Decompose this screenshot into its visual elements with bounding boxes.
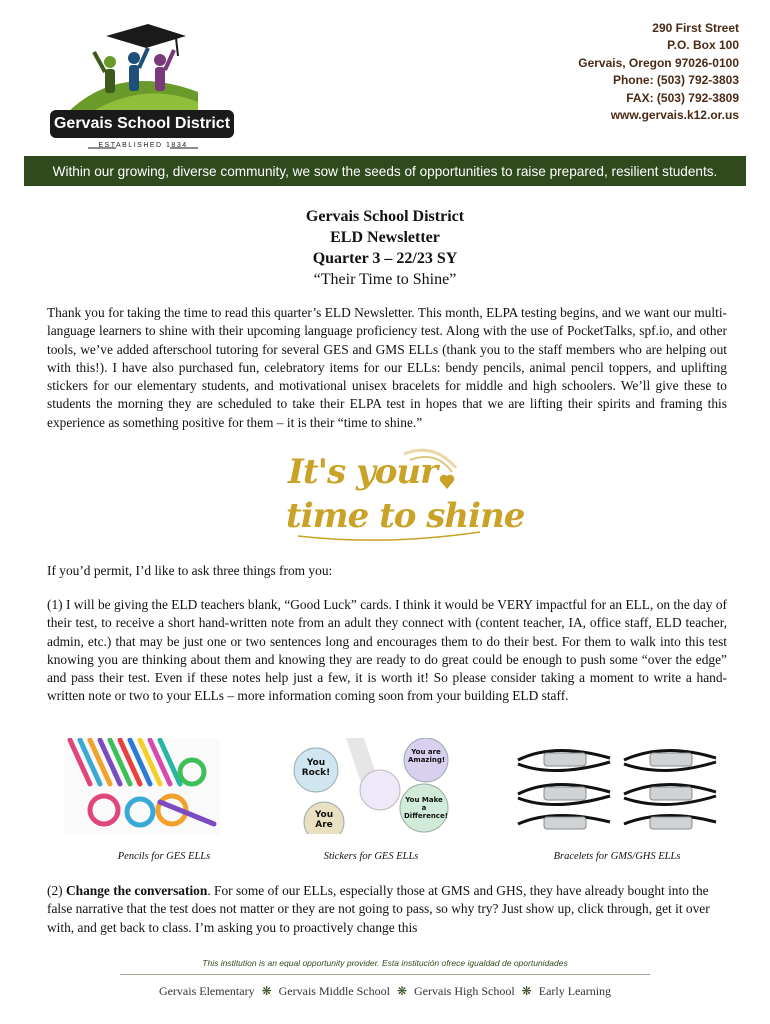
stickers-caption: Stickers for GES ELLs — [323, 851, 419, 862]
school-high: Gervais High School — [414, 984, 515, 998]
bracelets-caption: Bracelets for GMS/GHS ELLs — [553, 851, 681, 862]
address-website[interactable]: www.gervais.k12.or.us — [610, 108, 739, 123]
stickers-photo — [288, 738, 454, 834]
leaf-separator-icon: ❋ — [521, 984, 532, 998]
title-newsletter: ELD Newsletter — [330, 229, 440, 246]
address-phone: Phone: (503) 792-3803 — [612, 73, 739, 88]
address-block — [578, 20, 739, 124]
address-city: Gervais, Oregon 97026-0100 — [578, 55, 739, 70]
school-elementary: Gervais Elementary — [158, 984, 255, 998]
address-fax: FAX: (503) 792-3809 — [626, 90, 739, 105]
item-2-heading: Change the conversation — [65, 883, 208, 898]
footer-divider — [120, 974, 650, 975]
title-theme: “Their Time to Shine” — [313, 271, 457, 288]
mission-text: Within our growing, diverse community, we sow the seeds of opportunities to raise prepared, resilient students. — [52, 163, 718, 179]
intro-paragraph: Thank you for taking the time to read this quarter’s ELD Newsletter. This month, ELPA testing begins, and we want our multi-language learners to shine with their upcoming language proficiency test. Along with the use of PocketTalks, spf.io, and other tools, we’ve added afterschool tutoring for several GES and GMS ELLs (thank you to the staff members who are helping out with this!). I have also purchased fun, celebratory items for our ELLs: bendy pencils, animal pencil toppers, and uplifting stickers for our elementary students, and motivational unisex bracelets for middle and high schoolers. We’ll give these to students the morning they are scheduled to take their ELPA test in hopes that we are lifting their spirits and framing this experience as something positive for them – it is their “time to shine.” — [47, 305, 727, 430]
sticker-you-rock: You Rock! — [301, 758, 331, 778]
leaf-separator-icon: ❋ — [396, 984, 408, 998]
sticker-you-make-a-difference: You Make a Difference! — [404, 796, 448, 820]
logo-established: ESTABLISHED 1834 — [98, 142, 188, 149]
school-early-learning: Early Learning — [538, 984, 612, 998]
bracelets-photo — [514, 738, 720, 834]
address-po-box: P.O. Box 100 — [667, 38, 739, 53]
logo-district-name: Gervais School District — [53, 115, 231, 132]
sticker-you-are: You Are — [314, 810, 334, 830]
district-logo — [48, 22, 238, 162]
title-district: Gervais School District — [305, 208, 465, 225]
pencils-photo — [64, 738, 220, 834]
newsletter-title — [0, 206, 770, 290]
item-2-text: . For some of our ELLs, especially those at GMS and GHS, they have already bought into the false narrative that the test does not matter or they are not going to pass, so why try? Just show up, click through, get it over with, and get back to class. I’m asking you to proactively change this — [47, 883, 710, 935]
leaf-separator-icon: ❋ — [261, 984, 272, 998]
pencils-caption: Pencils for GES ELLs — [117, 851, 211, 862]
sticker-you-are-amazing: You are Amazing! — [408, 748, 446, 764]
school-middle: Gervais Middle School — [278, 984, 390, 998]
schools-list — [0, 984, 770, 999]
mission-banner — [24, 156, 746, 186]
equal-opportunity-note: This institution is an equal opportunity provider. Esta institución ofrece igualdad de oportunidades — [202, 958, 568, 968]
shine-line-2: time to shine — [286, 496, 525, 536]
item-2-number: (2) — [47, 883, 66, 898]
title-quarter: Quarter 3 – 22/23 SY — [312, 250, 458, 267]
time-to-shine-graphic — [284, 446, 525, 546]
shine-line-1: It's your — [288, 452, 438, 492]
item-1-paragraph: (1) I will be giving the ELD teachers blank, “Good Luck” cards. I think it would be VERY impactful for an ELL, on the day of their test, to receive a short hand-written note from an adult they connect with (content teacher, IA, office staff, ELD teacher, admin, etc.) that may be just one or two sentences long and encourages them to do their best. For them to walk into this test knowing you are thinking about them and knowing they are ready to do great could be enough to push some “over the edge” and pass their test. Even if these notes help just a few, it is worth it! So please consider taking a moment to write a hand-written note or two to your ELLs – more information coming soon from your building ELD staff. — [47, 597, 727, 704]
item-2-paragraph — [47, 882, 727, 937]
ask-sentence: If you’d permit, I’d like to ask three things from you: — [47, 563, 333, 578]
address-street: 290 First Street — [652, 21, 739, 35]
